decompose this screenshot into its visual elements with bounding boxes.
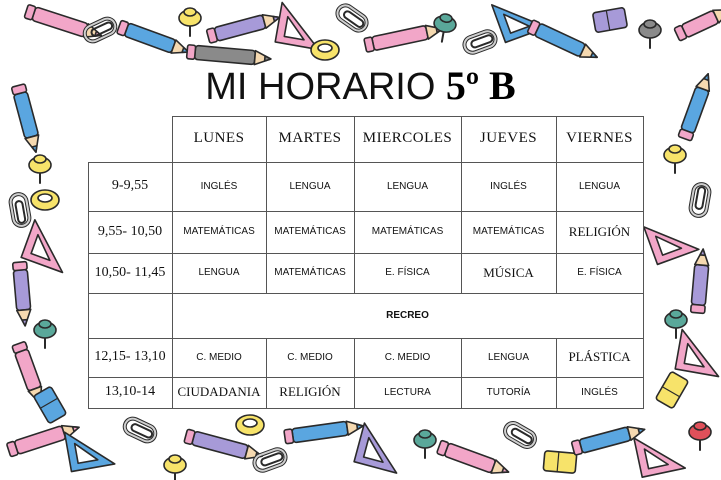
time-slot [88,293,172,338]
subject-cell: MATEMÁTICAS [371,226,444,238]
title-group: 5º B [445,63,516,108]
subject-cell: MATEMÁTICAS [472,226,545,238]
subject-cell: LENGUA [198,267,240,279]
subject-cell: LENGUA [289,180,331,192]
subject-cell: MÚSICA [483,264,534,280]
break-cell: RECREO [386,309,429,321]
time-slot: 9,55- 10,50 [97,223,163,239]
day-header-miercoles: MIERCOLES [362,130,453,147]
subject-cell: MATEMÁTICAS [183,226,255,238]
subject-cell: E. FÍSICA [385,267,430,279]
grid-line [643,162,644,409]
grid-line [643,116,644,162]
day-header-viernes: VIERNES [566,130,633,147]
time-slot: 12,15- 13,10 [94,349,166,365]
subject-cell: C. MEDIO [287,351,333,363]
subject-cell: RELIGIÓN [568,223,631,239]
subject-cell: LENGUA [386,180,429,192]
subject-cell: INGLÉS [490,180,527,192]
title-main: MI HORARIO [205,66,436,108]
subject-cell: MATEMÁTICAS [274,267,346,279]
subject-cell: LENGUA [578,180,621,192]
time-slot: 9-9,55 [111,178,149,194]
subject-cell: INGLÉS [200,180,238,192]
time-slot: 13,10-14 [104,384,156,400]
subject-cell: INGLÉS [581,386,618,398]
subject-cell: RELIGIÓN [279,384,341,400]
subject-cell: MATEMÁTICAS [274,226,346,238]
subject-cell: C. MEDIO [384,351,431,363]
subject-cell: C. MEDIO [196,351,242,363]
subject-cell: TUTORÍA [486,386,531,398]
subject-cell: LECTURA [384,386,431,398]
subject-cell: PLÁSTICA [568,349,631,365]
day-header-lunes: LUNES [193,130,245,147]
subject-cell: LENGUA [487,351,530,363]
day-header-martes: MARTES [278,130,342,147]
subject-cell: E. FÍSICA [577,267,622,279]
day-header-jueves: JUEVES [479,130,538,147]
subject-cell: CIUDADANIA [177,384,261,400]
grid-line [88,408,643,409]
time-slot: 10,50- 11,45 [94,264,166,280]
